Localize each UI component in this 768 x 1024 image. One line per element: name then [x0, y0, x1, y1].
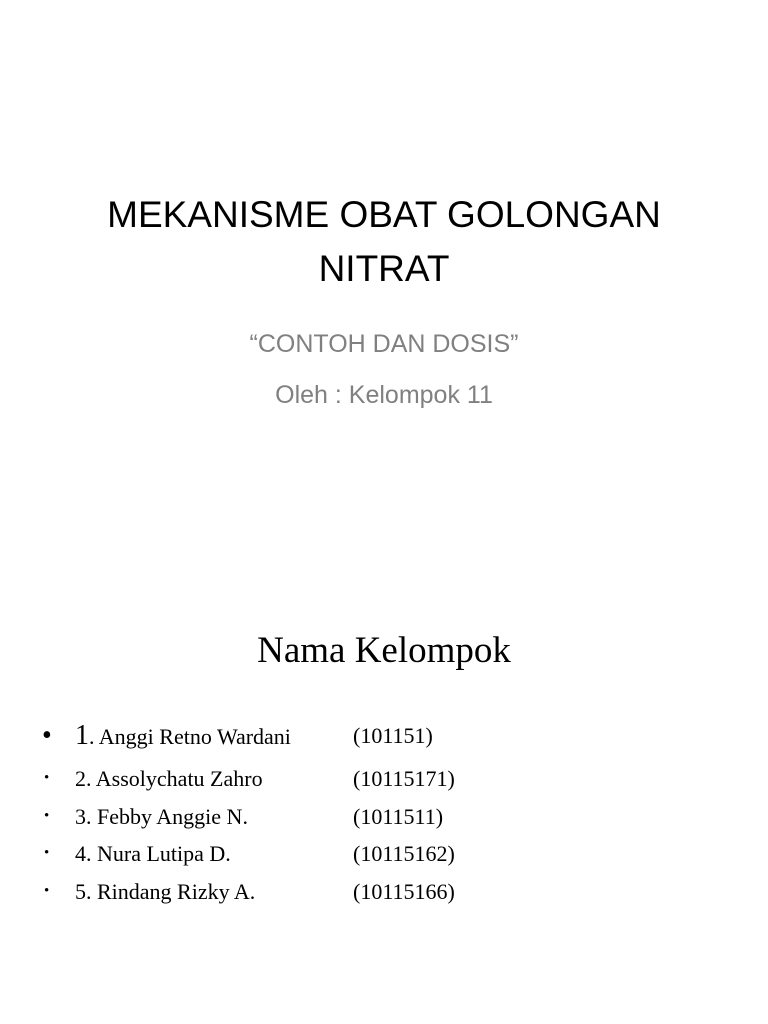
- bullet-icon: •: [44, 845, 50, 861]
- bullet-icon: •: [44, 807, 50, 824]
- list-item: [0, 798, 768, 836]
- member-name: [75, 873, 255, 910]
- member-name-text: Rindang Rizky A.: [91, 878, 256, 904]
- member-name-text: Nura Lutipa D.: [91, 841, 231, 866]
- bullet-icon: •: [44, 882, 50, 899]
- list-item: [0, 873, 768, 911]
- list-item: [0, 717, 768, 760]
- member-name: [75, 717, 291, 755]
- members-heading: Nama Kelompok: [257, 630, 511, 671]
- member-number: 5.: [75, 878, 92, 904]
- member-id: (10115162): [353, 841, 455, 866]
- list-item: [0, 835, 768, 873]
- member-name: [75, 798, 248, 835]
- member-name-text: Assolychatu Zahro: [91, 766, 263, 791]
- member-name: [75, 835, 231, 872]
- slide-title: MEKANISME OBAT GOLONGAN NITRAT: [107, 194, 661, 289]
- subtitle-line-topic: “CONTOH DAN DOSIS”: [249, 330, 519, 358]
- bullet-icon: •: [42, 720, 52, 751]
- slide-subtitle: [40, 331, 728, 433]
- member-name: [75, 760, 263, 797]
- member-id: (10115171): [353, 766, 455, 791]
- subtitle-line-group: Oleh : Kelompok 11: [275, 381, 493, 409]
- member-number: 1: [75, 720, 89, 751]
- member-id: (10115166): [353, 878, 455, 904]
- member-number: 2.: [75, 766, 92, 791]
- member-number: 4.: [75, 841, 92, 866]
- member-name-text: Febby Anggie N.: [91, 803, 248, 829]
- member-id: (101151): [353, 723, 433, 748]
- bullet-icon: •: [44, 770, 50, 786]
- list-item: [0, 760, 768, 798]
- member-name-text: . Anggi Retno Wardani: [89, 724, 291, 749]
- member-id: (1011511): [353, 803, 444, 829]
- member-list: [0, 717, 768, 910]
- member-number: 3.: [75, 803, 92, 829]
- members-slide: [0, 576, 768, 1024]
